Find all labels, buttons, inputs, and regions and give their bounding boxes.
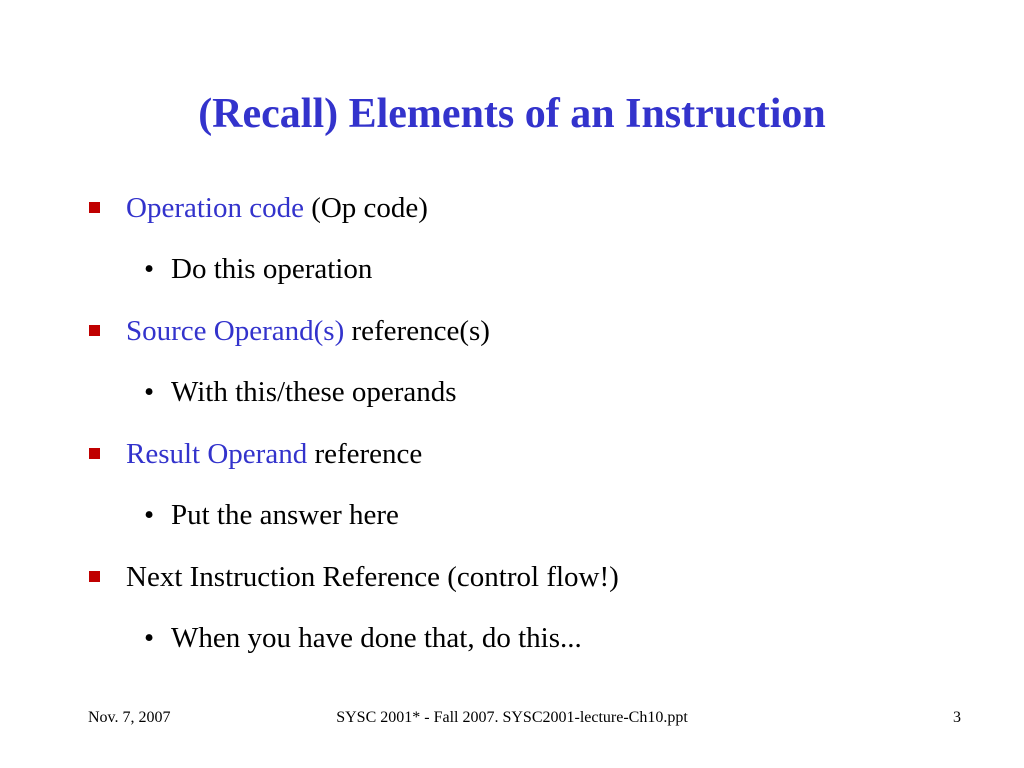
sub-bullet-text: Put the answer here [171, 499, 399, 531]
slide-title: (Recall) Elements of an Instruction [198, 91, 826, 137]
footer-page-number: 3 [953, 709, 961, 726]
footer-date: Nov. 7, 2007 [88, 709, 171, 726]
sub-bullet-text: When you have done that, do this... [171, 622, 582, 654]
footer-course: SYSC 2001* - Fall 2007. SYSC2001-lecture-Ch10.ppt [336, 709, 688, 726]
bullet-text: reference [307, 438, 423, 470]
bullet-text: (Op code) [303, 192, 428, 224]
bullet-next-instruction [126, 559, 619, 595]
bullet-text: Next Instruction Reference (control flow!) [126, 561, 619, 593]
square-bullet-icon [89, 571, 100, 582]
bullet-source-operand [126, 313, 490, 349]
bullet-operation-code [126, 190, 428, 226]
bullet-highlight: Source Operand(s) [126, 315, 345, 347]
sub-bullet-with-these-operands [144, 374, 457, 410]
square-bullet-icon [89, 448, 100, 459]
sub-bullet-when-done [144, 620, 582, 656]
sub-bullet-text: With this/these operands [171, 376, 457, 408]
bullet-text: reference(s) [344, 315, 490, 347]
dot-bullet-icon: • [144, 376, 155, 408]
sub-bullet-put-answer-here [144, 497, 399, 533]
bullet-highlight: Operation code [126, 192, 304, 224]
bullet-highlight: Result Operand [126, 438, 308, 470]
square-bullet-icon [89, 202, 100, 213]
square-bullet-icon [89, 325, 100, 336]
dot-bullet-icon: • [144, 622, 155, 654]
sub-bullet-text: Do this operation [171, 253, 373, 285]
sub-bullet-do-this-operation [144, 251, 373, 287]
bullet-result-operand [126, 436, 422, 472]
dot-bullet-icon: • [144, 499, 155, 531]
dot-bullet-icon: • [144, 253, 155, 285]
